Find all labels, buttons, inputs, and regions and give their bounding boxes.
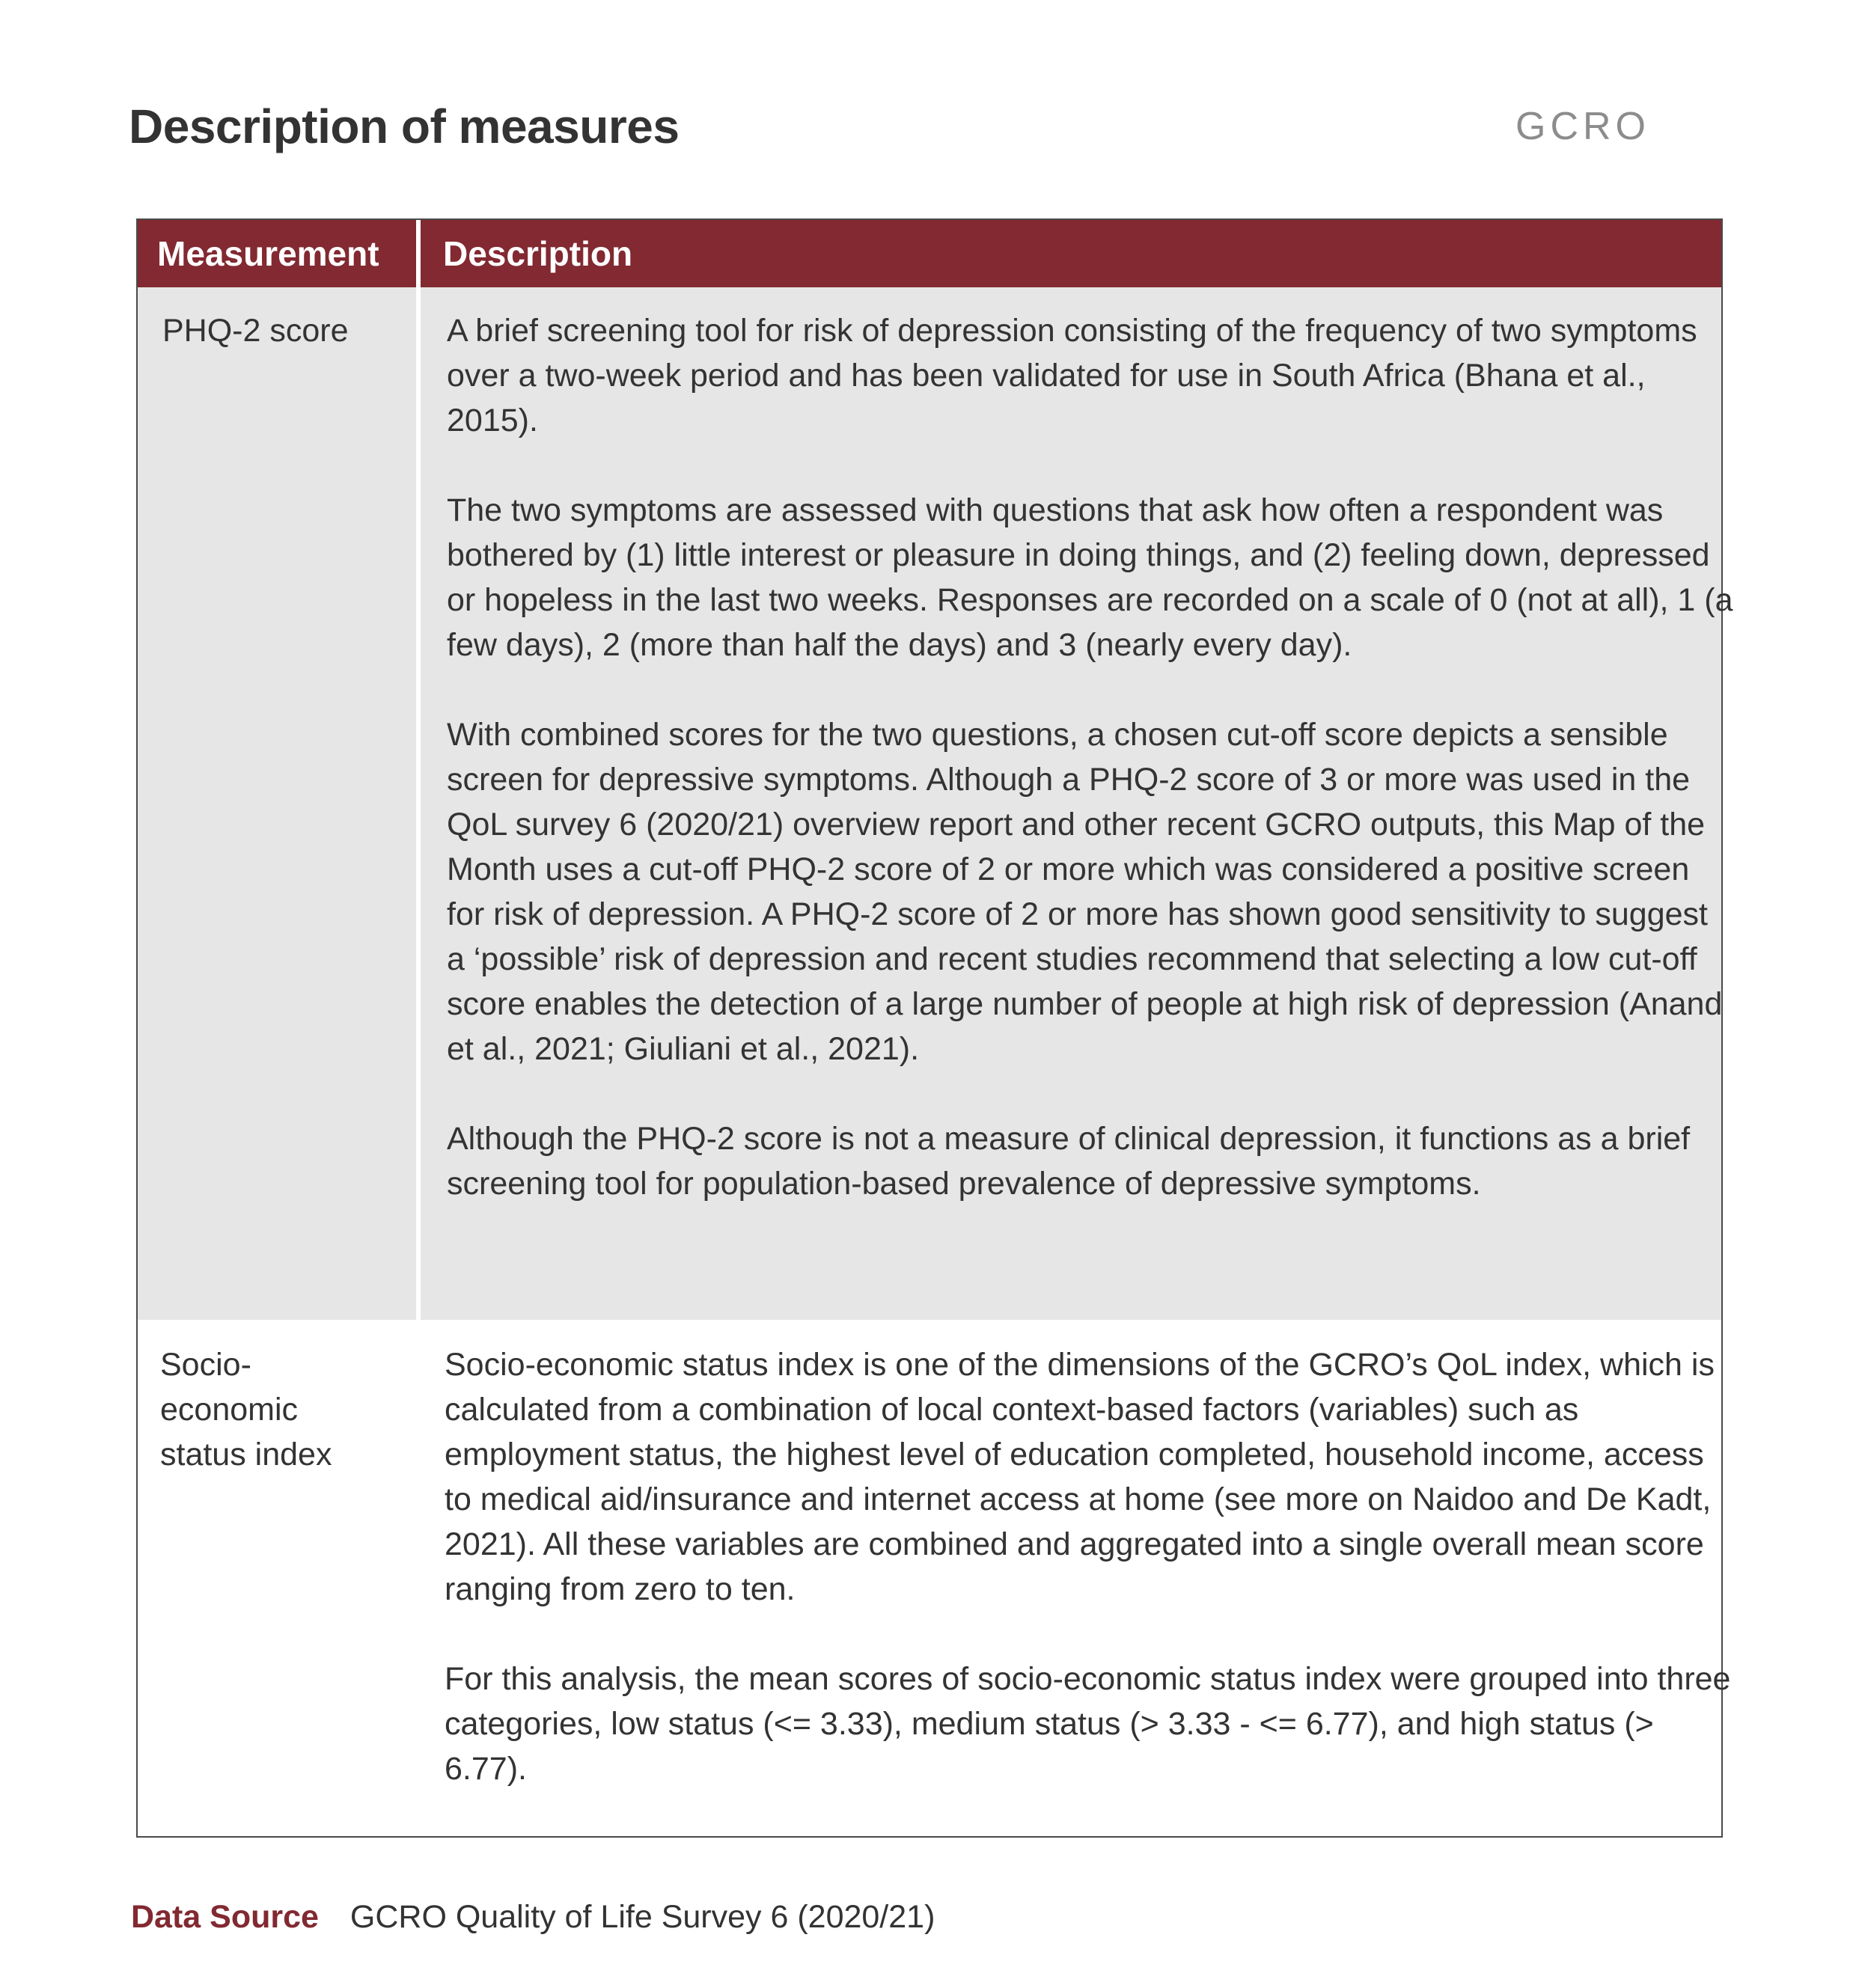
table-row xyxy=(138,1320,1731,1836)
gcro-logo xyxy=(1515,106,1710,145)
data-source-text: GCRO Quality of Life Survey 6 (2020/21) xyxy=(349,1899,935,1935)
measures-table xyxy=(136,218,1733,1838)
description-paragraph: With combined scores for the two questions, a chosen cut-off score depicts a sensible screen for depressive symptoms. Although a PHQ-2 score of 3 or more was used in the QoL survey 6 (2020/21) overview report and other recent GCRO outputs, this Map of the Month uses a cut-off PHQ-2 score of 2 or more which was considered a positive screen for risk of depression. A PHQ-2 score of 2 or more has shown good sensitivity to suggest a ‘possible’ risk of depression and recent studies recommend that selecting a low cut-off score enables the detection of a large number of people at high risk of depression (Anand et al., 2021; Giuliani et al., 2021). xyxy=(447,717,1723,1067)
column-header-description: Description xyxy=(443,234,633,273)
measurement-label: Socio-economic status index xyxy=(160,1347,332,1472)
description-paragraph: Socio-economic status index is one of the dimensions of the GCRO’s QoL index, which is calculated from a combination of local context-based factors (variables) such as employment status, the highest level of education completed, household income, access to medical aid/insurance and internet access at home (see more on Naidoo and De Kadt, 2021). All these variables are combined and aggregated into a single overall mean score ranging from zero to ten. xyxy=(445,1347,1715,1607)
table-header xyxy=(138,220,1721,287)
column-divider xyxy=(416,287,421,1320)
description-paragraph: Although the PHQ-2 score is not a measure of clinical depression, it functions as a brief screening tool for population-based prevalence of depressive symptoms. xyxy=(447,1121,1691,1202)
description-paragraph: A brief screening tool for risk of depression consisting of the frequency of two symptoms over a two-week period and has been validated for use in South Africa (Bhana et al., 2015). xyxy=(447,313,1697,438)
description-paragraph: For this analysis, the mean scores of socio-economic status index were grouped into three categories, low status (<= 3.33), medium status (> 3.33 - <= 6.77), and high status (> 6.77). xyxy=(445,1661,1731,1787)
measurement-description xyxy=(447,308,1734,1206)
page-title: Description of measures xyxy=(129,100,680,153)
svg-text:GCRO: GCRO xyxy=(1515,106,1650,145)
description-paragraph: The two symptoms are assessed with questions that ask how often a respondent was bothered by (1) little interest or pleasure in doing things, and (2) feeling down, depressed or hopeless in the last two weeks. Responses are recorded on a scale of 0 (not at all), 1 (a few days), 2 (more than half the days) and 3 (nearly every day). xyxy=(447,492,1733,663)
column-header-measurement: Measurement xyxy=(157,234,379,273)
header-divider xyxy=(416,220,421,287)
measurement-description xyxy=(445,1342,1732,1791)
data-source xyxy=(131,1899,935,1936)
table-row xyxy=(138,287,1733,1320)
measurement-label: PHQ-2 score xyxy=(162,313,349,349)
data-source-label: Data Source xyxy=(131,1899,319,1935)
